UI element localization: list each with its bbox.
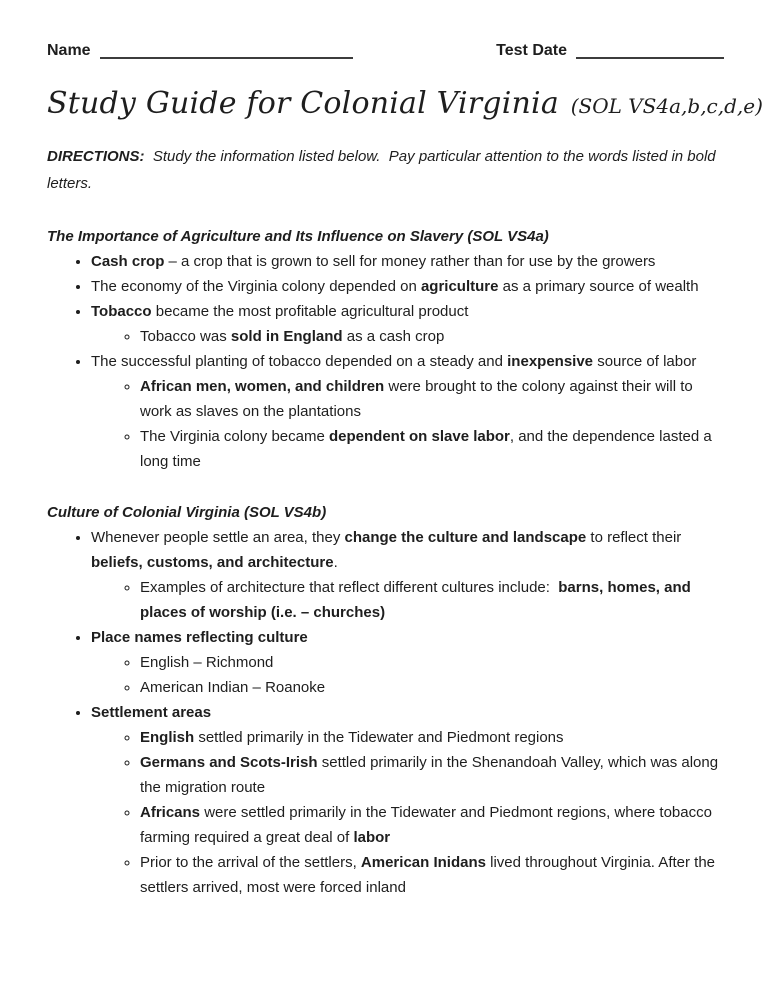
text-run: Examples of architecture that reflect different cultures include: bbox=[140, 579, 559, 596]
text-run: as a cash crop bbox=[342, 328, 445, 345]
sub-bullet-item bbox=[140, 374, 724, 424]
bullet-item bbox=[91, 274, 724, 299]
sub-bullet-list bbox=[91, 575, 724, 625]
text-run: . bbox=[333, 554, 338, 571]
section-agriculture-slavery bbox=[47, 224, 724, 474]
bullet-list bbox=[47, 249, 724, 474]
text-run: source of labor bbox=[593, 353, 697, 370]
bullet-item bbox=[91, 625, 724, 700]
header-row bbox=[47, 42, 724, 60]
sub-bullet-item bbox=[140, 800, 724, 850]
text-run: as a primary source of wealth bbox=[498, 278, 699, 295]
bold-text-run: change the culture and landscape bbox=[344, 529, 587, 546]
name-blank-line bbox=[100, 57, 353, 59]
text-run: Tobacco was bbox=[140, 328, 231, 345]
bold-text-run: inexpensive bbox=[507, 353, 594, 370]
bullet-list bbox=[47, 525, 724, 900]
bold-text-run: English bbox=[140, 729, 195, 746]
sub-bullet-list bbox=[91, 374, 724, 474]
section-culture bbox=[47, 500, 724, 900]
bold-text-run: agriculture bbox=[420, 278, 499, 295]
directions-text: Study the information listed below. Pay particular attention to the words listed in bold letters. bbox=[47, 148, 720, 192]
bold-text-run: Cash crop bbox=[91, 253, 165, 270]
bold-text-run: dependent on slave labor bbox=[329, 428, 510, 445]
sub-bullet-list bbox=[91, 650, 724, 700]
sub-bullet-item bbox=[140, 725, 724, 750]
name-field bbox=[47, 42, 353, 60]
text-run: American Indian – Roanoke bbox=[140, 679, 326, 696]
bold-text-run: Africans bbox=[140, 804, 201, 821]
bold-text-run: African men, women, and children bbox=[140, 378, 385, 395]
sub-bullet-item bbox=[140, 850, 724, 900]
bold-text-run: Place names reflecting culture bbox=[91, 629, 308, 646]
bold-text-run: barns, homes, and places of worship (i.e. – churches) bbox=[140, 579, 695, 621]
text-run: lived throughout Virginia. After the settlers arrived, most were forced inland bbox=[140, 854, 720, 896]
bullet-item bbox=[91, 700, 724, 900]
text-run: The economy of the Virginia colony depended on bbox=[91, 278, 421, 295]
bold-text-run: American Inidans bbox=[360, 854, 486, 871]
test-date-blank-line bbox=[576, 57, 724, 59]
bold-text-run: Germans and Scots-Irish bbox=[140, 754, 318, 771]
text-run: settled primarily in the Tidewater and Piedmont regions bbox=[194, 729, 564, 746]
text-run: settled primarily in the Shenandoah Valley, which was along the migration route bbox=[140, 754, 723, 796]
text-run: were brought to the colony against their will to work as slaves on the plantations bbox=[140, 378, 697, 420]
text-run: English – Richmond bbox=[140, 654, 274, 671]
bullet-item bbox=[91, 349, 724, 474]
section-heading: Culture of Colonial Virginia (SOL VS4b) bbox=[47, 504, 327, 521]
text-run: to reflect their bbox=[586, 529, 686, 546]
sub-bullet-item bbox=[140, 675, 724, 700]
text-run: , and the dependence lasted a long time bbox=[140, 428, 721, 470]
page-title bbox=[47, 83, 763, 129]
sub-bullet-item bbox=[140, 575, 724, 625]
test-date-label: Test Date bbox=[496, 42, 567, 59]
section-heading: The Importance of Agriculture and Its Influence on Slavery (SOL VS4a) bbox=[47, 228, 549, 245]
test-date-field bbox=[496, 42, 724, 60]
directions-paragraph bbox=[47, 143, 724, 197]
text-run: Whenever people settle an area, they bbox=[91, 529, 345, 546]
text-run: Prior to the arrival of the settlers, bbox=[140, 854, 361, 871]
bold-text-run: Settlement areas bbox=[91, 704, 212, 721]
bold-text-run: Tobacco bbox=[91, 303, 152, 320]
title-sol-code: (SOL VS4a,b,c,d,e) bbox=[570, 94, 763, 118]
sub-bullet-item bbox=[140, 650, 724, 675]
bold-text-run: labor bbox=[353, 829, 391, 846]
text-run: The successful planting of tobacco depended on a steady and bbox=[91, 353, 508, 370]
bullet-item bbox=[91, 299, 724, 349]
directions-label: DIRECTIONS: bbox=[47, 148, 145, 165]
sub-bullet-item bbox=[140, 424, 724, 474]
text-run: were settled primarily in the Tidewater and Piedmont regions, where tobacco farming required a great deal of bbox=[140, 804, 717, 846]
bold-text-run: sold in England bbox=[230, 328, 343, 345]
bullet-item bbox=[91, 525, 724, 625]
bullet-item bbox=[91, 249, 724, 274]
name-label: Name bbox=[47, 42, 91, 59]
sub-bullet-item bbox=[140, 324, 724, 349]
text-run: – a crop that is grown to sell for money rather than for use by the growers bbox=[164, 253, 656, 270]
bold-text-run: beliefs, customs, and architecture bbox=[91, 554, 334, 571]
text-run: The Virginia colony became bbox=[140, 428, 329, 445]
sub-bullet-list bbox=[91, 725, 724, 900]
sub-bullet-item bbox=[140, 750, 724, 800]
title-main-text: Study Guide for Colonial Virginia bbox=[47, 86, 559, 121]
text-run: became the most profitable agricultural product bbox=[151, 303, 469, 320]
sub-bullet-list bbox=[91, 324, 724, 349]
